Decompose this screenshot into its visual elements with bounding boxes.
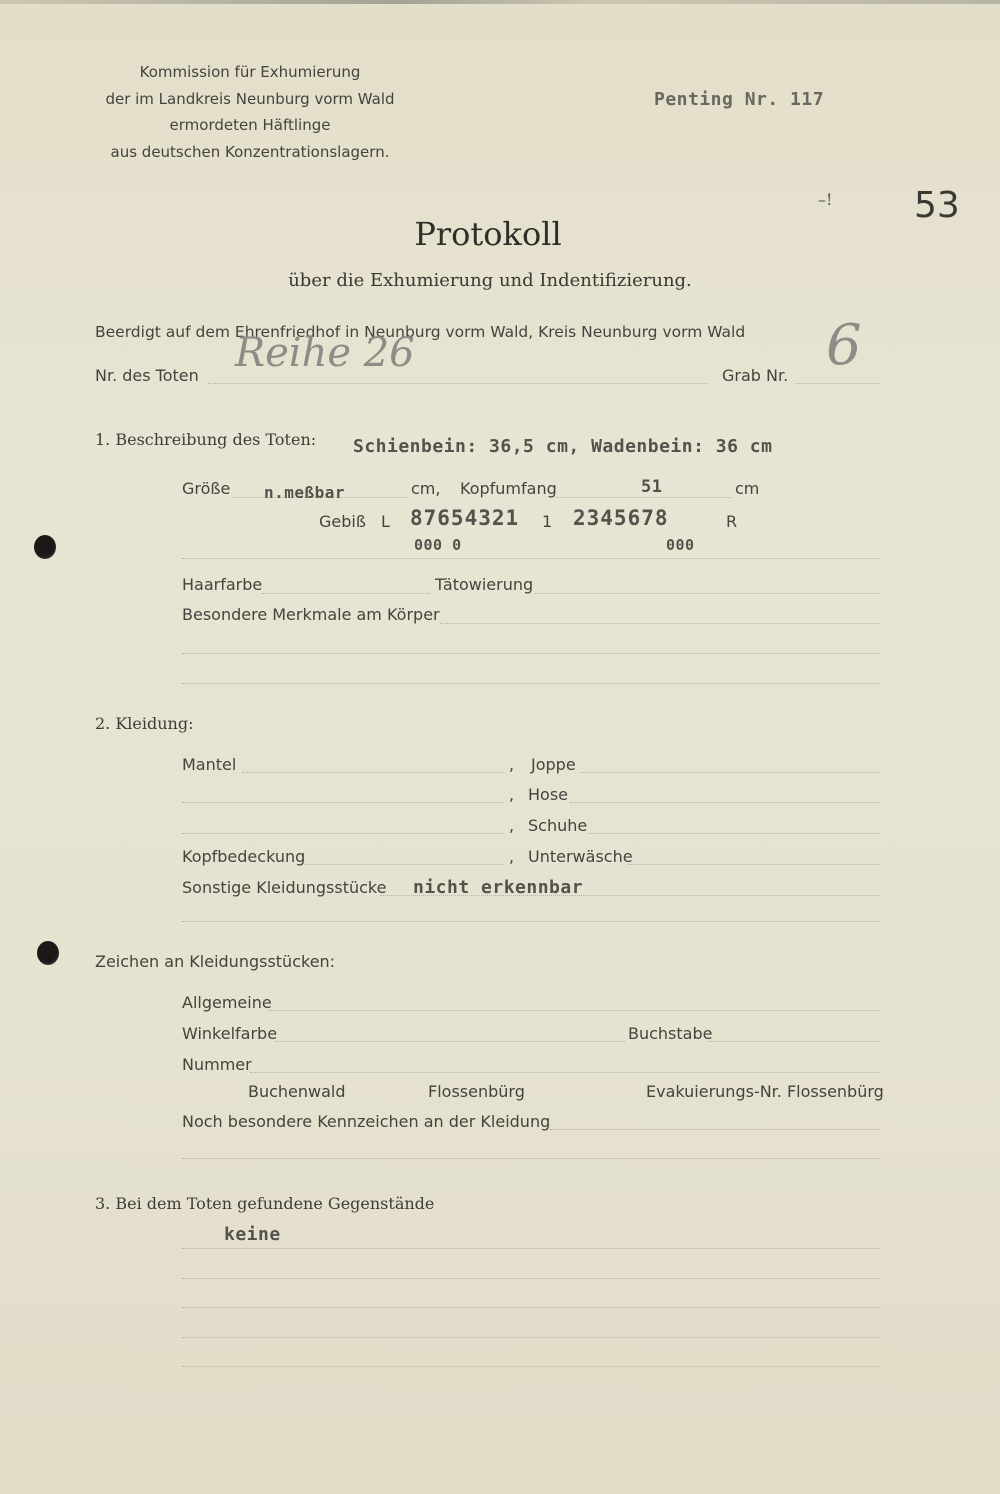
top-edge (0, 0, 1000, 4)
punch-hole-icon (34, 535, 56, 559)
height-value: n.meßbar (264, 483, 346, 502)
comma: , (509, 847, 515, 866)
commission-line: aus deutschen Konzentrationslagern. (110, 142, 390, 161)
dead-number-label: Nr. des Toten (95, 366, 199, 385)
section1-heading: 1. Beschreibung des Toten: (95, 430, 317, 449)
head-circumference-unit: cm (735, 479, 760, 498)
hair-color-label: Haarfarbe (182, 575, 263, 594)
underwear-label: Unterwäsche (528, 847, 633, 866)
page-subtitle: über die Exhumierung und Indentifizierung. (288, 270, 692, 291)
teeth-row2-left: 000 0 (414, 536, 462, 554)
other-clothing-label: Sonstige Kleidungsstücke (182, 878, 387, 897)
jacket-label: Joppe (531, 755, 576, 774)
height-unit: cm, (411, 479, 441, 498)
other-clothing-value: nicht erkennbar (413, 877, 584, 898)
teeth-right-marker: R (726, 512, 738, 531)
teeth-row2-right: 000 (666, 536, 695, 554)
height-label: Größe (182, 479, 231, 498)
letter-label: Buchstabe (628, 1024, 713, 1043)
section1-description: Schienbein: 36,5 cm, Wadenbein: 36 cm (353, 436, 773, 457)
grave-number-value: 6 (826, 313, 862, 378)
section2-heading: 2. Kleidung: (95, 714, 194, 733)
dead-number-value: Reihe 26 (235, 330, 415, 376)
head-circumference-label: Kopfumfang (460, 479, 557, 498)
flossenburg-label: Flossenbürg (428, 1082, 525, 1101)
page-number: 53 (914, 185, 960, 226)
commission-line: ermordeten Häftlinge (169, 116, 331, 134)
evacuation-number-label: Evakuierungs-Nr. Flossenbürg (646, 1082, 884, 1101)
teeth-left-marker: L (381, 512, 390, 531)
comma: , (509, 755, 515, 774)
commission-line: Kommission für Exhumierung (139, 63, 361, 81)
teeth-right-values: 2345678 (573, 506, 669, 530)
tattoo-label: Tätowierung (435, 575, 534, 594)
buchenwald-label: Buchenwald (248, 1082, 346, 1101)
coat-label: Mantel (182, 755, 237, 774)
stamp-number: Penting Nr. 117 (654, 89, 825, 110)
headwear-label: Kopfbedeckung (182, 847, 306, 866)
body-marks-label: Besondere Merkmale am Körper (182, 605, 440, 624)
teeth-middle-marker: 1 (542, 512, 553, 531)
triangle-color-label: Winkelfarbe (182, 1024, 278, 1043)
head-circumference-value: 51 (641, 477, 663, 497)
trousers-label: Hose (528, 785, 568, 804)
page-title: Protokoll (414, 215, 562, 253)
shoes-label: Schuhe (528, 816, 588, 835)
general-label: Allgemeine (182, 993, 272, 1012)
teeth-left-values: 87654321 (410, 506, 520, 530)
burial-label: Beerdigt auf dem Ehrenfriedhof in Neunburg vorm Wald, Kreis Neunburg vorm Wald (95, 323, 746, 341)
teeth-label: Gebiß (319, 512, 366, 531)
punch-hole-icon (37, 941, 59, 965)
other-marks-label: Noch besondere Kennzeichen an der Kleidung (182, 1112, 551, 1131)
number-label: Nummer (182, 1055, 252, 1074)
commission-block (75, 59, 425, 165)
comma: , (509, 816, 515, 835)
corner-mark: –! (818, 190, 833, 209)
commission-line: der im Landkreis Neunburg vorm Wald (105, 89, 395, 108)
grave-number-label: Grab Nr. (722, 366, 789, 385)
clothing-marks-heading: Zeichen an Kleidungsstücken: (95, 952, 336, 971)
section3-heading: 3. Bei dem Toten gefundene Gegenstände (95, 1194, 435, 1213)
comma: , (509, 785, 515, 804)
found-items-value: keine (224, 1224, 281, 1245)
